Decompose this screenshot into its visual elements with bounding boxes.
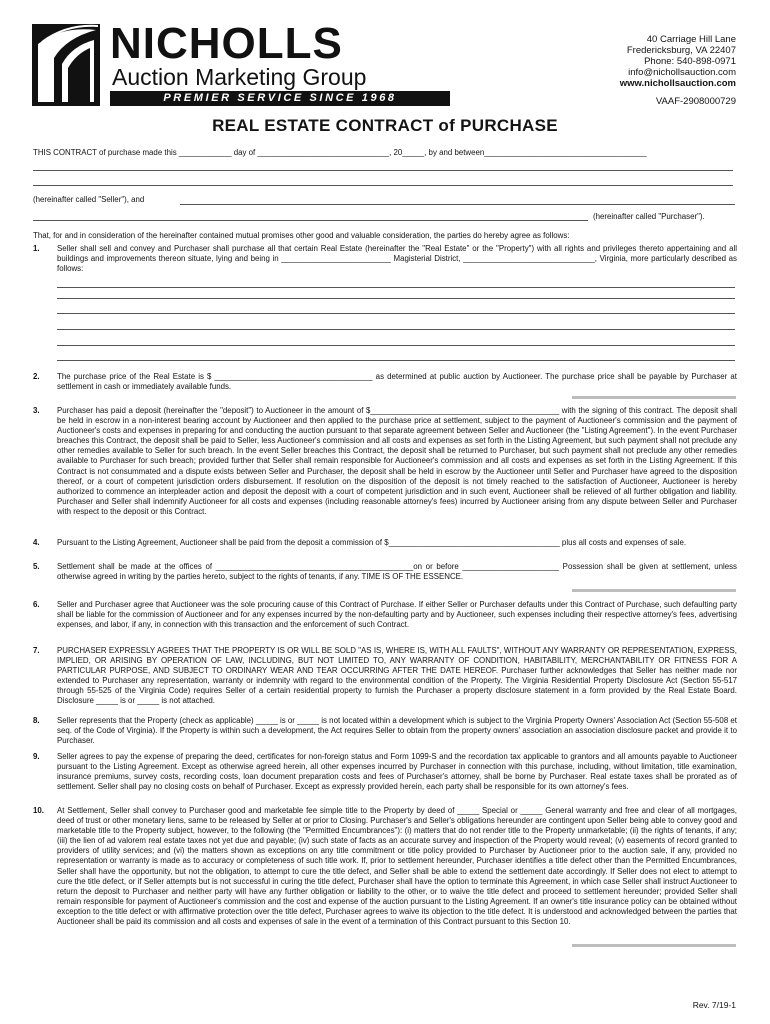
- section-number: 9.: [33, 752, 40, 761]
- section-4-text: Pursuant to the Listing Agreement, Auctioneer shall be paid from the deposit a commission of $_______________________________________ plus all costs and expenses of sale.: [57, 538, 687, 547]
- initials-bar: [572, 589, 736, 592]
- section-2-text: The purchase price of the Real Estate is $ ____________________________________ as determined at public auction by Auctioneer. The purchase price shall be payable by Purchaser at settlement in cash or immediately available funds.: [57, 372, 737, 392]
- initials-bar: [572, 396, 736, 399]
- section-10-text: At Settlement, Seller shall convey to Purchaser good and marketable fee simple title to the Property by deed of _____ Special or _____ General warranty and free and clear of all mortgages, deed of trust or other monetary liens, same to be released by Seller at or prior to Closing. Purchaser's and Seller's obligations hereunder are contingent upon Seller being able to convey good and marketable title to the Property subject, however, to the following (the "Permitted Encumbrances"): (i) matters that do not render title to the Property unmarketable; (ii) the rights of tenants, if any; (iii) the lien of ad valorem real estate taxes not yet due and payable; (iv) such state of facts as an accurate survey and inspection of the Property would reveal; (v) easements of record granted to providers of utility services; and (vi) the matters shown as exceptions on any title commitment or title policy provided to Purchaser by Auctioneer prior to the auction sale, if any, provided no representation or warranty is made as to accuracy or completeness of such title work. If, prior to settlement hereunder, Purchaser identifies a title defect other than the Permitted Encumbrances, Seller shall have the opportunity, but not the obligation, to attempt to cure the title defect, and Seller shall be able to extend the settlement date accordingly. If Seller does not elect to attempt to cure the title defect, or if Seller attempts but is not successful in curing the title defect, Purchaser shall have the option to terminate this Agreement, in which case Seller shall instruct Auctioneer to return the deposit to Purchaser and neither party will have any further obligation or liability to the other, or to waive the title defect and proceed to settlement hereunder; provided Seller shall remain responsible for payment of Auctioneer's commission and the cost and expense of the auction pursuant to the Listing Agreement. If an owner's title insurance policy can be obtained without exception to the title defect or with affirmative protection over the title defect, Purchaser agrees to waive its objection to the title defect. It is understood and acknowledged between the parties that Auctioneer shall be paid its commission and all costs and expenses of sale in the event of a termination of this Contract pursuant to this Section 10.: [57, 806, 737, 927]
- section-9-text: Seller agrees to pay the expense of preparing the deed, certificates for non-foreign status and Form 1099-S and the recordation tax applicable to grantors and all amounts payable to Auctioneer pursuant to the Listing Agreement. Except as otherwise agreed herein, all other expenses incurred by Purchaser in connection with this purchase, including, without limitation, title examination, insurance premiums, survey costs, recording costs, loan document preparation costs and fees of Purchaser's attorney, shall be borne by Purchaser. Real estate taxes shall be prorated as of settlement. Seller shall pay no closing costs on behalf of Purchaser. Except as expressly provided herein, each party shall be responsible for its own attorney's fees.: [57, 752, 737, 792]
- blank-line: [33, 220, 588, 221]
- description-line: [57, 287, 735, 288]
- document-title: REAL ESTATE CONTRACT of PURCHASE: [212, 116, 558, 135]
- initials-bar: [572, 944, 736, 947]
- section-number: 8.: [33, 716, 40, 725]
- description-line: [57, 329, 735, 330]
- company-subtitle: Auction Marketing Group: [112, 64, 367, 90]
- section-number: 2.: [33, 372, 40, 381]
- email: info@nichollsauction.com: [628, 67, 736, 78]
- section-number: 5.: [33, 562, 40, 571]
- section-number: 10.: [33, 806, 44, 815]
- license-number: VAAF-2908000729: [655, 96, 736, 107]
- section-number: 1.: [33, 244, 40, 253]
- intro-line: THIS CONTRACT of purchase made this ____________ day of ______________________________, 20_____, by and between_____________________________________: [33, 148, 647, 157]
- company-logo: [32, 19, 452, 106]
- purchaser-label: (hereinafter called "Purchaser").: [593, 212, 705, 221]
- description-line: [57, 313, 735, 314]
- section-3-text: Purchaser has paid a deposit (hereinafter the "deposit") to Auctioneer in the amount of $___________________________________________ with the signing of this contract. The deposit shall be held in escrow in a non-interest bearing account by Auctioneer and then applied to the purchase price at settlement, subject to the payment of Auctioneer's commission and the payment of Auctioneer's costs and expenses in preparing for and conducting the auction pursuant to that separate agreement between Seller and Auctioneer (the "Listing Agreement"). In the event Purchaser breaches this Contract, the deposit shall be paid to Seller, less Auctioneer's commission and all costs and expenses as set forth in the Listing Agreement, but such payment shall not preclude any other remedies available to Seller for such breach. In the event Seller breaches this Contract, the deposit shall be returned to Purchaser, but such payment shall not preclude any other remedies available to Purchaser for such breach; provided further that Seller shall remain responsible for Auctioneer's commission and all costs and expenses as set forth in the Listing Agreement. If this Contract is not consummated and a dispute exists between Seller and Purchaser, the deposit shall be held in escrow by the Auctioneer until Seller and Purchaser have agreed to the disposition thereof, or a court of competent jurisdiction orders disbursement. If resolution on the disposition of the deposit is not timely reached to the satisfaction of Auctioneer, Auctioneer is hereby authorized to commence an interpleader action and deposit the deposit with a court of competent jurisdiction and in such event, Auctioneer shall be relieved of all further obligation and liability. Purchaser and Seller shall indemnify Auctioneer for all costs and expenses (including reasonable attorney's fees) incurred by Auctioneer arising from any dispute between Seller and Purchaser with respect to the deposit or this Contract.: [57, 406, 737, 516]
- company-tagline: PREMIER SERVICE SINCE 1968: [110, 91, 450, 106]
- blank-line: [33, 185, 733, 186]
- website: www.nichollsauction.com: [619, 78, 736, 89]
- section-number: 4.: [33, 538, 40, 547]
- section-number: 3.: [33, 406, 40, 415]
- blank-line: [180, 204, 735, 205]
- seller-label: (hereinafter called "Seller"), and: [33, 195, 145, 204]
- address-line-2: Fredericksburg, VA 22407: [626, 45, 736, 56]
- description-line: [57, 345, 735, 346]
- section-5-text: Settlement shall be made at the offices of _____________________________________________on or before ______________________ Possession shall be given at settlement, unless otherwise agreed in writing by the parties hereto, subject to the rights of tenants, if any. TIME IS OF THE ESSENCE.: [57, 562, 737, 582]
- logo-mark-icon: [32, 24, 100, 106]
- revision-label: Rev. 7/19-1: [692, 1000, 736, 1010]
- section-7-text: PURCHASER EXPRESSLY AGREES THAT THE PROPERTY IS OR WILL BE SOLD "AS IS, WHERE IS, WITH ALL FAULTS", WITHOUT ANY WARRANTY OR REPRESENTATION, EXPRESS, IMPLIED, OR ARISING BY OPERATION OF LAW, INCLUDING, BUT NOT LIMITED TO, ANY WARRANTY OF CONDITION, HABITABILITY, MERCHANTABILITY OR FITNESS FOR A PARTICULAR PURPOSE, AND SUBJECT TO ORDINARY WEAR AND TEAR OCCURRING AFTER THE DATE HEREOF. Purchaser further acknowledges that Seller has neither made nor extended to Purchaser any representation, warranty or indemnity with regard to the environmental condition of the Property. The Virginia Residential Property Disclosure Act (Section 55-517 through 55-525 of the Virginia Code) requires Seller of a certain residential property to furnish the Purchaser a property disclosure statement in a form provided by the Real Estate Board. Disclosure _____ is or _____ is not attached.: [57, 646, 737, 706]
- section-1-text: Seller shall sell and convey and Purchaser shall purchase all that certain Real Estate (hereinafter the "Real Estate" or the "Property") with all rights and privileges thereto appertaining and all buildings and improvements thereon situate, lying and being in _________________________ Magisterial District, ______________________________, Virginia, more particularly described as follows:: [57, 244, 737, 274]
- address-line-1: 40 Carriage Hill Lane: [646, 34, 736, 45]
- section-number: 6.: [33, 600, 40, 609]
- blank-line: [33, 170, 733, 171]
- description-line: [57, 360, 735, 361]
- consideration-text: That, for and in consideration of the hereinafter contained mutual promises other good and valuable consideration, the parties do hereby agree as follows:: [33, 231, 570, 240]
- description-line: [57, 298, 735, 299]
- phone: Phone: 540-898-0971: [644, 56, 736, 67]
- section-number: 7.: [33, 646, 40, 655]
- company-name: NICHOLLS: [110, 19, 343, 68]
- company-address-block: [620, 34, 736, 107]
- section-6-text: Seller and Purchaser agree that Auctioneer was the sole procuring cause of this Contract of Purchase. If either Seller or Purchaser defaults under this Contract of Purchase, such defaulting party shall be liable for the commission of Auctioneer and for any expenses incurred by the non-defaulting party and by Auctioneer, such expenses including their respective attorney's fees, advertising expenses, and labor, if any, in connection with this transaction and the enforcement of such Contract.: [57, 600, 737, 630]
- section-8-text: Seller represents that the Property (check as applicable) _____ is or _____ is not located within a development which is subject to the Virginia Property Owners' Association Act (Section 55-508 et seq. of the Code of Virginia). If the Property is within such a development, the Act requires Seller to obtain from the property owners' association an association disclosure packet and provide it to Purchaser.: [57, 716, 737, 746]
